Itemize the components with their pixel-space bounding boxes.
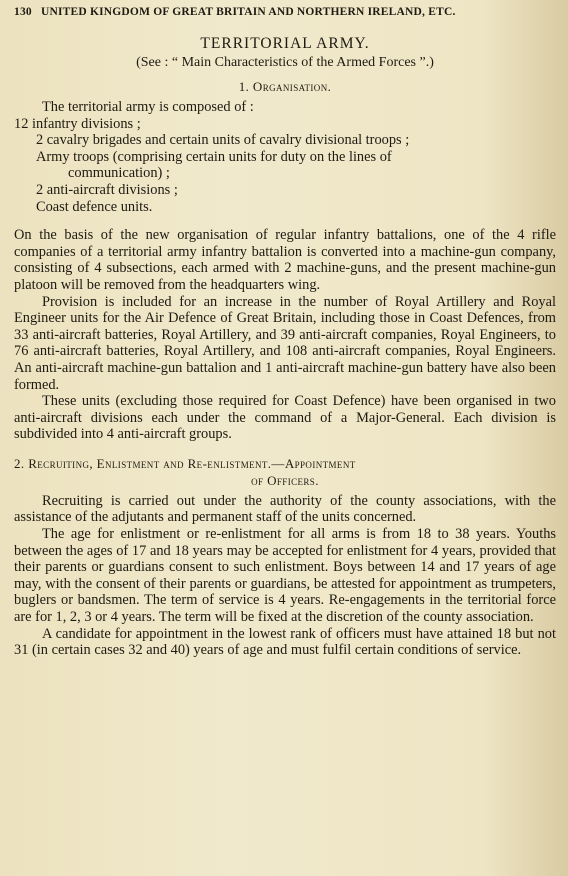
- section-1-heading: 1. Organisation.: [238, 79, 332, 94]
- section-1-paragraph: These units (excluding those required for Coast Defence) have been organised in two anti-aircraft divisions each under the command of a Major-General. Each division is subdivided into 4 anti-aircraft groups.: [14, 393, 556, 443]
- section-1-paragraph: On the basis of the new organisation of regular infantry battalions, one of the 4 rifle companies of a territorial army infantry battalion is converted into a machine-gun company, consisting of 4 subsections, each armed with 2 machine-guns, and the present machine-gun platoon will be removed from the headquarters wing.: [14, 227, 556, 293]
- section-1-paragraph: Provision is included for an increase in the number of Royal Artillery and Royal Engineer units for the Air Defence of Great Britain, including those in Coast Defences, from 33 anti-aircraft batteries, Royal Artillery, and 39 anti-aircraft companies, Royal Engineers, to 76 anti-aircraft batteries, Royal Artillery, and 108 anti-aircraft companies, Royal Engineers. An anti-aircraft machine-gun battalion and 1 anti-aircraft machine-gun battery have also been formed.: [14, 293, 556, 393]
- page-number: 130: [14, 6, 32, 18]
- document-title: TERRITORIAL ARMY.: [200, 35, 370, 52]
- section-1-intro: The territorial army is composed of :: [42, 99, 254, 115]
- running-head: [14, 4, 556, 20]
- list-item: Coast defence units.: [36, 198, 153, 215]
- list-item: 2 cavalry brigades and certain units of cavalry divisional troops ;: [36, 132, 410, 149]
- section-2-paragraph: Recruiting is carried out under the authority of the county associations, with the assistance of the adjutants and permanent staff of the units concerned.: [14, 492, 556, 526]
- section-2-paragraph: The age for enlistment or re-enlistment for all arms is from 18 to 38 years. Youths between the ages of 17 and 18 years may be accepted for enlistment for 4 years, provided that their parents or guardians consent to such enlistment. Boys between 14 and 17 years of age may, with the consent of their parents or guardians, be attested for appointment as trumpeters, buglers or bandsmen. The term of service is 4 years. Re-engagements in the territorial force are for 1, 2, 3 or 4 years. The term will be fixed at the discretion of the county association.: [14, 526, 556, 626]
- section-2-heading: 2. Recruiting, Enlistment and Re-enlistment.—Appointment: [14, 455, 356, 471]
- composition-list: [14, 116, 556, 216]
- running-head-text: UNITED KINGDOM OF GREAT BRITAIN AND NORTHERN IRELAND, ETC.: [40, 6, 456, 18]
- document-subtitle: (See : “ Main Characteristics of the Armed Forces ”.): [136, 55, 434, 70]
- section-2-heading-continued: of Officers.: [251, 472, 319, 488]
- list-item: Army troops (comprising certain units for duty on the lines of: [36, 148, 392, 165]
- section-2-paragraph: A candidate for appointment in the lowest rank of officers must have attained 18 but not 31 (in certain cases 32 and 40) years of age and must fulfil certain conditions of service.: [14, 625, 556, 659]
- list-item: communication) ;: [68, 165, 170, 182]
- list-item: 2 anti-aircraft divisions ;: [36, 181, 178, 198]
- list-item: 12 infantry divisions ;: [14, 115, 141, 132]
